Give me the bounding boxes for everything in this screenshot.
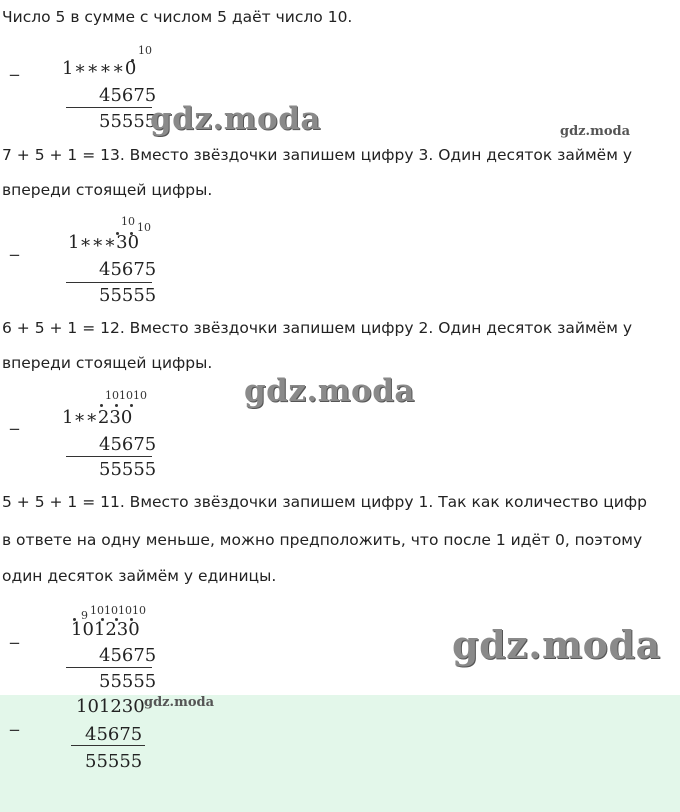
watermark-small: gdz.moda <box>560 124 631 139</box>
subtrahend: 45675 <box>99 85 157 106</box>
minuend: 1∗∗230 <box>62 407 133 428</box>
step-text: в ответе на одну меньше, можно предположить, что после 1 идёт 0, поэтому <box>2 531 643 549</box>
step-text: 6 + 5 + 1 = 12. Вместо звёздочки запишем цифру 2. Один десяток займём у <box>2 319 632 337</box>
carry-digits: 10101010 <box>90 604 146 617</box>
subtraction-line <box>66 107 152 108</box>
answer-difference: 55555 <box>85 751 143 772</box>
watermark: gdz.moda <box>150 101 321 137</box>
watermark: gdz.moda <box>452 622 661 667</box>
step-text: впереди стоящей цифры. <box>2 354 213 372</box>
subtrahend: 45675 <box>99 645 157 666</box>
minus-sign: _ <box>10 410 19 431</box>
difference: 55555 <box>99 671 157 692</box>
subtraction-line <box>71 745 145 746</box>
carry-digits: 101010 <box>105 389 147 402</box>
watermark-small: gdz.moda <box>144 695 215 710</box>
difference: 55555 <box>99 111 157 132</box>
minus-sign: _ <box>10 236 19 257</box>
step-text: 5 + 5 + 1 = 11. Вместо звёздочки запишем цифру 1. Так как количество цифр <box>2 493 647 511</box>
minuend: 101230 <box>71 619 140 640</box>
subtrahend: 45675 <box>99 434 157 455</box>
subtraction-line <box>66 667 152 668</box>
answer-subtrahend: 45675 <box>85 724 143 745</box>
carry-digits: 10 <box>121 215 135 228</box>
carry-digits: 10 <box>137 221 151 234</box>
subtrahend: 45675 <box>99 259 157 280</box>
difference: 55555 <box>99 285 157 306</box>
minus-sign: _ <box>10 711 19 732</box>
minus-sign: _ <box>10 624 19 645</box>
minuend: 1∗∗∗∗0 <box>62 58 137 79</box>
minus-sign: _ <box>10 56 19 77</box>
step-text: один десяток займём у единицы. <box>2 567 277 585</box>
step-text: 7 + 5 + 1 = 13. Вместо звёздочки запишем цифру 3. Один десяток займём у <box>2 146 632 164</box>
difference: 55555 <box>99 459 157 480</box>
carry-digits: 9 <box>81 609 88 622</box>
subtraction-line <box>66 456 152 457</box>
answer-minuend: 101230 <box>76 696 145 717</box>
carry-digits: 10 <box>138 44 152 57</box>
step-text: впереди стоящей цифры. <box>2 181 213 199</box>
subtraction-line <box>66 282 152 283</box>
minuend: 1∗∗∗30 <box>68 232 140 253</box>
intro-text: Число 5 в сумме с числом 5 даёт число 10. <box>2 8 353 26</box>
watermark: gdz.moda <box>244 373 415 409</box>
